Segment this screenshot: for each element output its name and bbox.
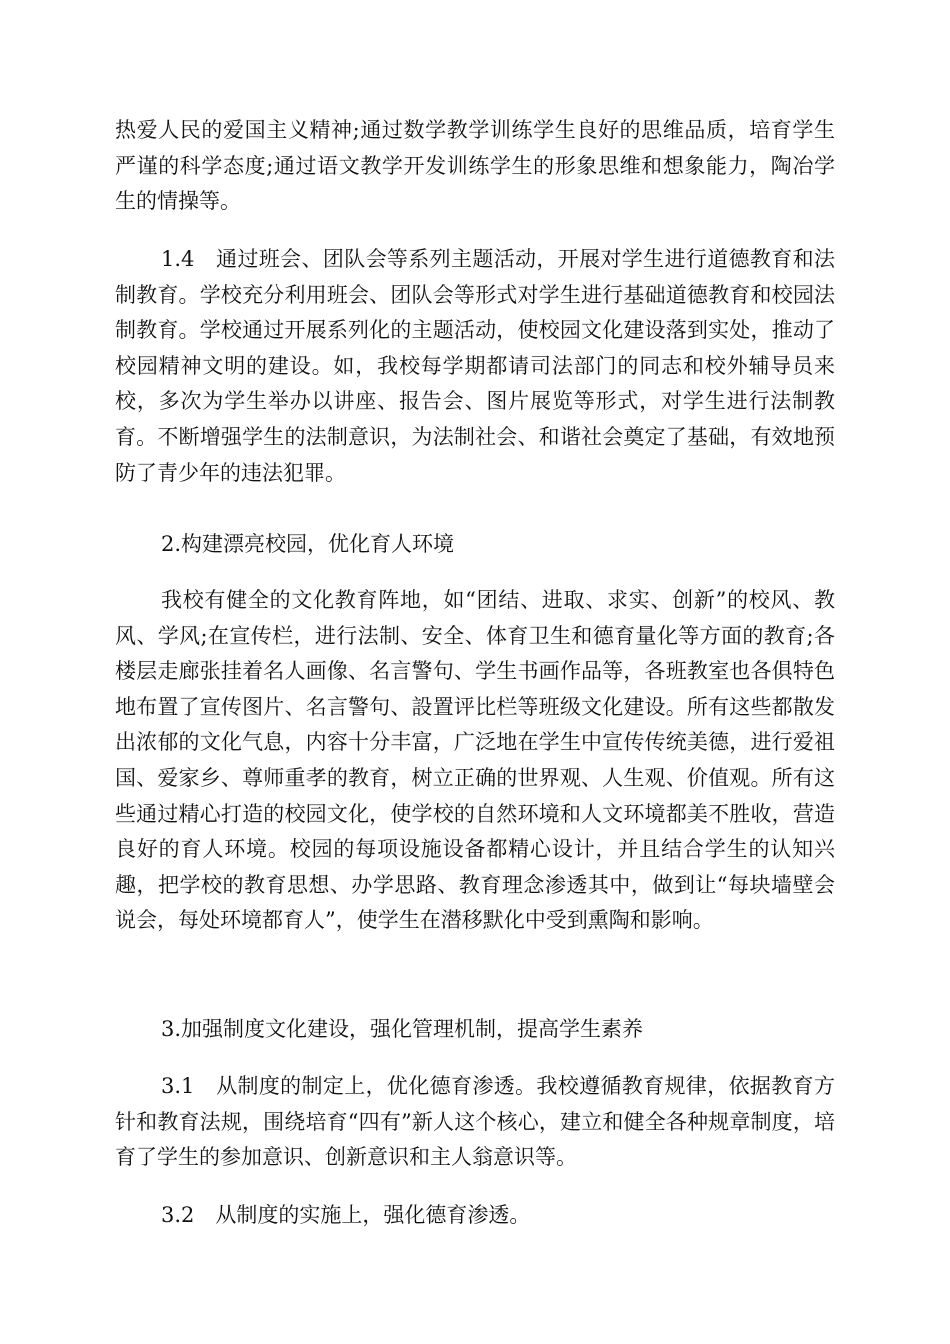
paragraph-patriotism-continuation: 热爱人民的爱国主义精神;通过数学教学训练学生良好的思维品质，培育学生严谨的科学态度;通过语文教学开发训练学生的形象思维和想象能力，陶冶学生的情操等。 [115, 118, 835, 214]
paragraph-section-3-2: 3.2 从制度的实施上，强化德育渗透。 [161, 1203, 531, 1227]
paragraph-campus-culture: 我校有健全的文化教育阵地，如“团结、进取、求实、创新”的校风、教风、学风;在宣传栏，进行法制、安全、体育卫生和德育量化等方面的教育;各楼层走廊张挂着名人画像、名言警句、学生书画作品等，各班教室也各俱特色地布置了宣传图片、名言警句、設置评比栏等班级文化建设。所有这些都散发出浓郁的文化气息，内容十分丰富，广泛地在学生中宣传传统美德，进行爱祖国、爱家乡、尊师重孝的教育，树立正确的世界观、人生观、价值观。所有这些通过精心打造的校园文化，使学校的自然环境和人文环境都美不胜收，营造良好的育人环境。校园的每项设施设备都精心设计，并且结合学生的认知兴趣，把学校的教育思想、办学思路、教育理念渗透其中，做到让“每块墙壁会说会，每处环境都育人”，使学生在潜移默化中受到熏陶和影响。 [115, 588, 835, 933]
paragraph-section-3-1: 3.1 从制度的制定上，优化德育渗透。我校遵循教育规律，依据教育方针和教育法规，围绕培育“四有”新人这个核心，建立和健全各种规章制度，培育了学生的参加意识、创新意识和主人翁意识等。 [115, 1074, 835, 1170]
heading-section-2: 2.构建漂亮校园，优化育人环境 [161, 532, 455, 556]
paragraph-section-1-4: 1.4 通过班会、团队会等系列主题活动，开展对学生进行道德教育和法制教育。学校充分利用班会、团队会等形式对学生进行基础道德教育和校园法制教育。学校通过开展系列化的主题活动，使校园文化建设落到实处，推动了校园精神文明的建设。如，我校每学期都请司法部门的同志和校外辅导员来校，多次为学生举办以讲座、报告会、图片展览等形式，对学生进行法制教育。不断增强学生的法制意识，为法制社会、和谐社会奠定了基础，有效地预防了青少年的违法犯罪。 [115, 247, 835, 485]
heading-section-3: 3.加强制度文化建设，强化管理机制，提高学生素养 [161, 1017, 644, 1041]
